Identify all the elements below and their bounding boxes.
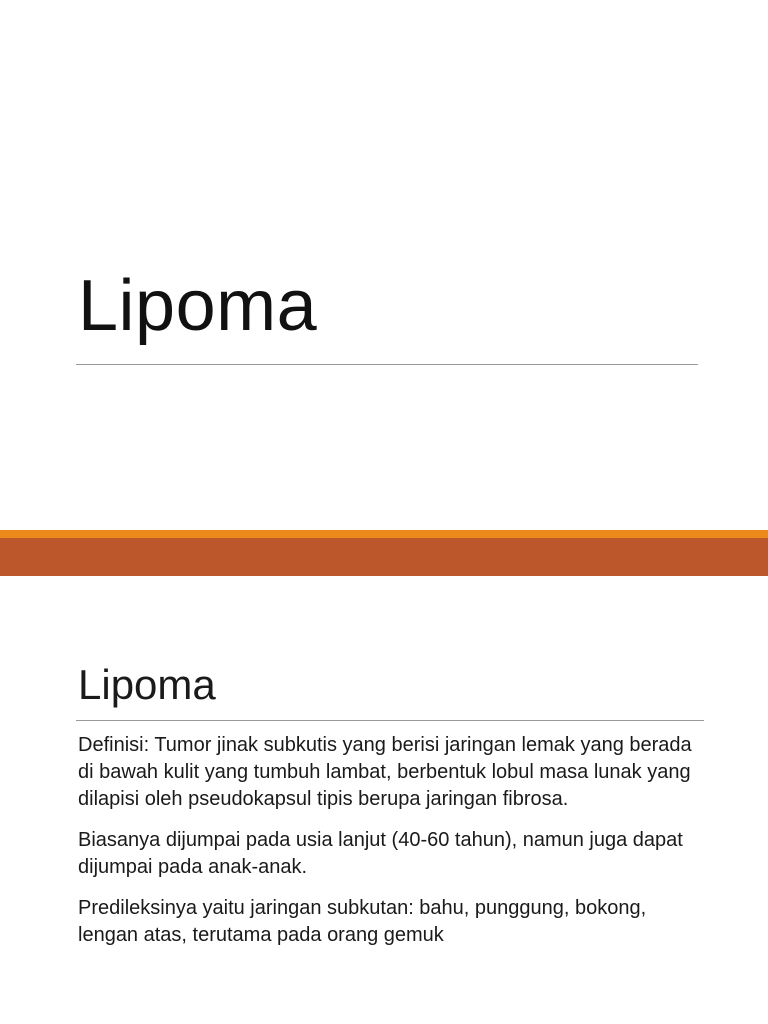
title-slide-heading: Lipoma	[78, 266, 318, 346]
title-underline	[76, 364, 698, 365]
paragraph-age: Biasanya dijumpai pada usia lanjut (40-60 tahun), namun juga dapat dijumpai pada anak-anak.	[78, 829, 683, 878]
paragraph-definition: Definisi: Tumor jinak subkutis yang berisi jaringan lemak yang berada di bawah kulit yang tumbuh lambat, berbentuk lobul masa lunak yang dilapisi oleh pseudokapsul tipis berupa jaringan fibrosa.	[78, 734, 692, 810]
content-slide	[0, 576, 768, 1024]
content-body	[78, 732, 708, 963]
heading-underline	[76, 720, 704, 721]
slide-divider-band	[0, 530, 768, 576]
content-slide-heading: Lipoma	[78, 661, 216, 708]
paragraph-predilection: Predileksinya yaitu jaringan subkutan: bahu, punggung, bokong, lengan atas, terutama pada orang gemuk	[78, 897, 647, 946]
divider-rust-band	[0, 538, 768, 576]
divider-orange-stripe	[0, 530, 768, 538]
